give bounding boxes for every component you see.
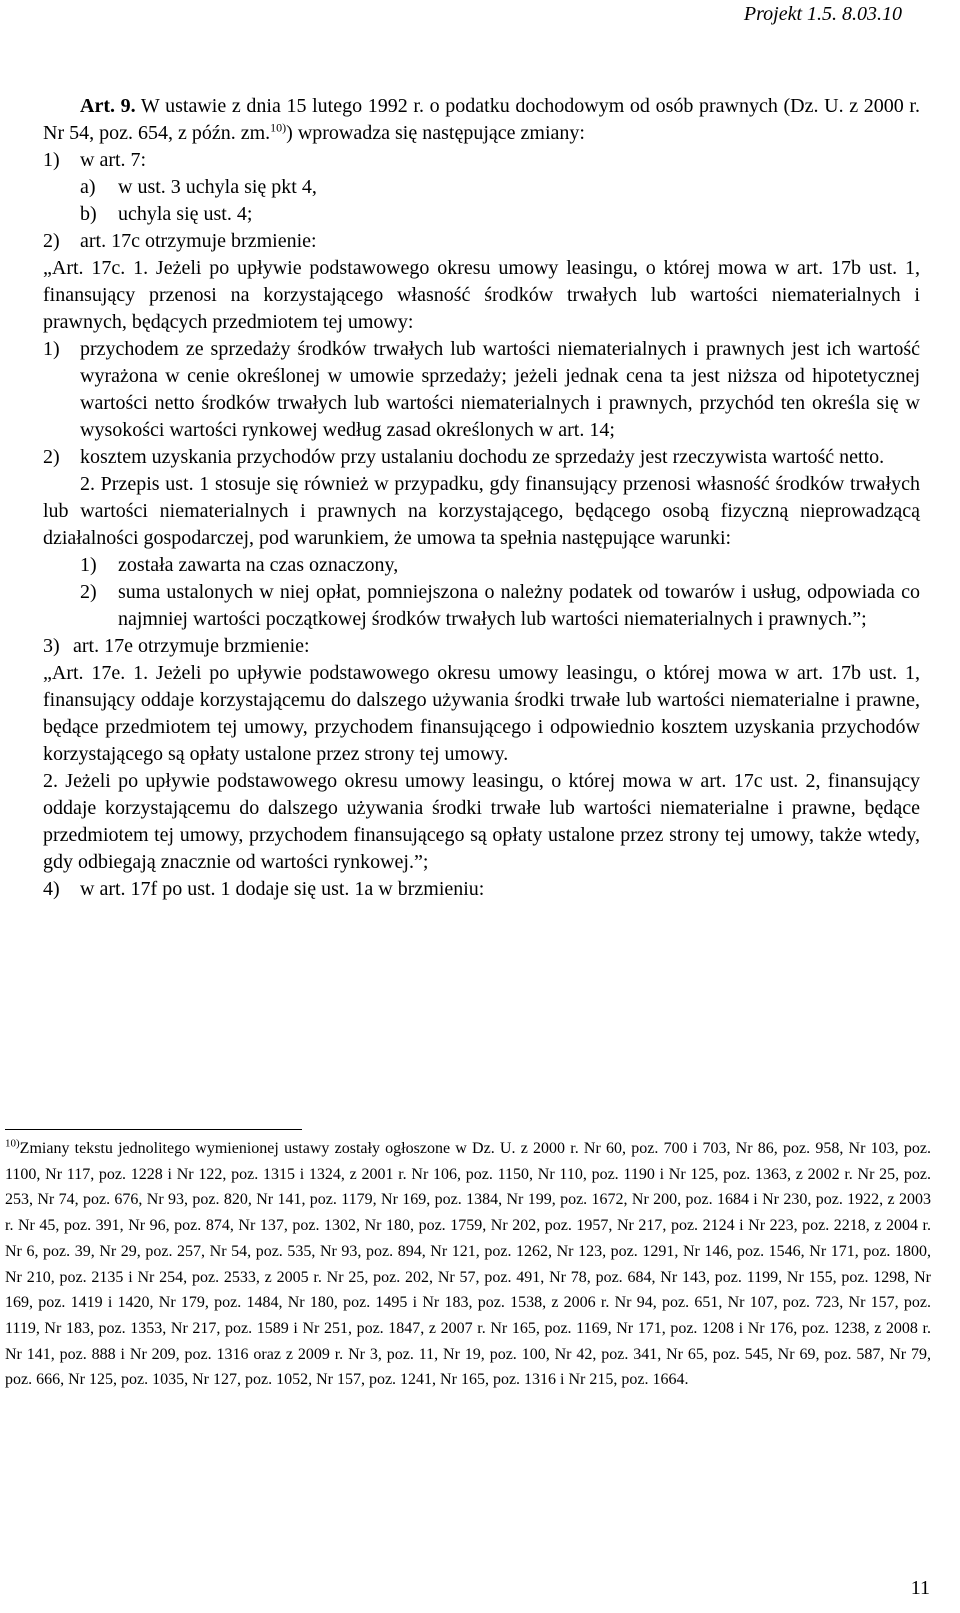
- list-item-1b: [43, 201, 920, 228]
- art-17c-condition-2: [43, 579, 920, 633]
- list-item-1a: [43, 174, 920, 201]
- list-text: przychodem ze sprzedaży środków trwałych lub wartości niematerialnych i prawnych jest ich wartość wyrażona w cenie określonej w umowie sprzedaży; jeżeli jednak cena ta jest niższa od hipotetycznej wartości netto środków trwałych lub wartości niematerialnych i prawnych, przychód ten określa się w wysokości wartości rynkowej według zasad określonych w art. 14;: [80, 338, 920, 441]
- list-text: uchyla się ust. 4;: [118, 203, 253, 225]
- art-17c-paragraph-1: „Art. 17c. 1. Jeżeli po upływie podstawowego okresu umowy leasingu, o której mowa w art. 17b ust. 1, finansujący przenosi na korzystającego własność środków trwałych lub wartości niematerialnych i prawnych, będących przedmiotem tej umowy:: [43, 257, 920, 333]
- list-text: suma ustalonych w niej opłat, pomniejszona o należny podatek od towarów i usług, odpowiada co najmniej wartości początkowej środków trwałych lub wartości niematerialnych i prawnych.”;: [118, 581, 920, 630]
- page-number: 11: [910, 1577, 930, 1599]
- footnote-text: Zmiany tekstu jednolitego wymienionej ustawy zostały ogłoszone w Dz. U. z 2000 r. Nr 60, poz. 700 i 703, Nr 86, poz. 958, Nr 103, poz. 1100, Nr 117, poz. 1228 i Nr 122, poz. 1315 i 1324, z 2001 r. Nr 106, poz. 1150, Nr 110, poz. 1190 i Nr 125, poz. 1363, z 2002 r. Nr 25, poz. 253, Nr 74, poz. 676, Nr 93, poz. 820, Nr 141, poz. 1179, Nr 169, poz. 1384, Nr 199, poz. 1672, Nr 200, poz. 1684 i Nr 230, poz. 1922, z 2003 r. Nr 45, poz. 391, Nr 96, poz. 874, Nr 137, poz. 1302, Nr 180, poz. 1759, Nr 202, poz. 1957, Nr 217, poz. 2124 i Nr 223, poz. 2218, z 2004 r. Nr 6, poz. 39, Nr 29, poz. 257, Nr 54, poz. 535, Nr 93, poz. 894, Nr 121, poz. 1262, Nr 123, poz. 1291, Nr 146, poz. 1546, Nr 171, poz. 1800, Nr 210, poz. 2135 i Nr 254, poz. 2533, z 2005 r. Nr 25, poz. 202, Nr 57, poz. 491, Nr 78, poz. 684, Nr 143, poz. 1199, Nr 155, poz. 1298, Nr 169, poz. 1419 i 1420, Nr 179, poz. 1484, Nr 180, poz. 1495 i Nr 183, poz. 1538, z 2006 r. Nr 94, poz. 651, Nr 107, poz. 723, Nr 157, poz. 1119, Nr 183, poz. 1353, Nr 217, poz. 1589 i Nr 251, poz. 1847, z 2007 r. Nr 165, poz. 1169, Nr 171, poz. 1208 i Nr 176, poz. 1238, z 2008 r. Nr 141, poz. 888 i Nr 209, poz. 1316 oraz z 2009 r. Nr 3, poz. 11, Nr 19, poz. 100, Nr 42, poz. 341, Nr 65, poz. 545, Nr 69, poz. 587, Nr 79, poz. 666, Nr 125, poz. 1035, Nr 127, poz. 1052, Nr 157, poz. 1241, Nr 165, poz. 1316 i Nr 215, poz. 1664.: [5, 1140, 931, 1389]
- list-text: w art. 7:: [80, 149, 147, 171]
- list-number: 2): [43, 230, 60, 252]
- art-17c-point-1: [43, 336, 920, 444]
- list-number: 1): [43, 338, 60, 360]
- art-17e-paragraph-1: „Art. 17e. 1. Jeżeli po upływie podstawowego okresu umowy leasingu, o której mowa w art. 17b ust. 1, finansujący oddaje korzystającemu do dalszego używania środki trwałe lub wartości niematerialne i prawne, będące przedmiotem tej umowy, przychodem finansującego i odpowiednio kosztem uzyskania przychodów korzystającego są opłaty ustalone przez strony tej umowy.: [43, 662, 920, 765]
- article-9-intro: [43, 93, 920, 147]
- article-intro-text: W ustawie z dnia 15 lutego 1992 r. o podatku dochodowym od osób prawnych (Dz. U. z 2000 r. Nr 54, poz. 654, z późn. zm.: [43, 95, 920, 144]
- document-header: Projekt 1.5. 8.03.10: [743, 3, 902, 25]
- list-number: 2): [43, 446, 60, 468]
- list-text: art. 17e otrzymuje brzmienie:: [73, 635, 310, 657]
- list-item-4: [43, 876, 920, 903]
- document-body: [43, 93, 920, 903]
- list-text: art. 17c otrzymuje brzmienie:: [80, 230, 317, 252]
- list-text: w art. 17f po ust. 1 dodaje się ust. 1a w brzmieniu:: [80, 878, 485, 900]
- list-number: 3): [43, 635, 60, 657]
- article-label: Art. 9.: [80, 95, 136, 117]
- list-item-1: [43, 147, 920, 174]
- art-17c-paragraph-2: 2. Przepis ust. 1 stosuje się również w przypadku, gdy finansujący przenosi własność środków trwałych lub wartości niematerialnych i prawnych na korzystającego, będącego osobą fizyczną nieprowadzącą działalności gospodarczej, pod warunkiem, że umowa ta spełnia następujące warunki:: [43, 473, 920, 549]
- footnote-reference[interactable]: 10): [270, 120, 287, 135]
- list-number: 4): [43, 878, 60, 900]
- list-text: została zawarta na czas oznaczony,: [118, 554, 399, 576]
- list-text: kosztem uzyskania przychodów przy ustalaniu dochodu ze sprzedaży jest rzeczywista wartość netto.: [80, 446, 885, 468]
- list-item-3: [43, 633, 920, 660]
- list-number: b): [80, 203, 97, 225]
- art-17e-paragraph-2: 2. Jeżeli po upływie podstawowego okresu umowy leasingu, o której mowa w art. 17c ust. 2, finansujący oddaje korzystającemu do dalszego używania środki trwałe lub wartości niematerialne i prawne, będące przedmiotem tej umowy, przychodem finansującego są opłaty ustalone przez strony tej umowy, także wtedy, gdy odbiegają znacznie od wartości rynkowej.”;: [43, 770, 920, 873]
- list-number: 1): [80, 554, 97, 576]
- list-item-2: [43, 228, 920, 255]
- footnote: [5, 1136, 931, 1393]
- list-number: 1): [43, 149, 60, 171]
- art-17c-condition-1: [43, 552, 920, 579]
- art-17c-point-2: [43, 444, 920, 471]
- list-number: a): [80, 176, 96, 198]
- footnote-mark: 10): [5, 1137, 20, 1150]
- article-intro-text-end: ) wprowadza się następujące zmiany:: [286, 122, 585, 144]
- footnote-separator: [5, 1129, 302, 1130]
- list-number: 2): [80, 581, 97, 603]
- list-text: w ust. 3 uchyla się pkt 4,: [118, 176, 317, 198]
